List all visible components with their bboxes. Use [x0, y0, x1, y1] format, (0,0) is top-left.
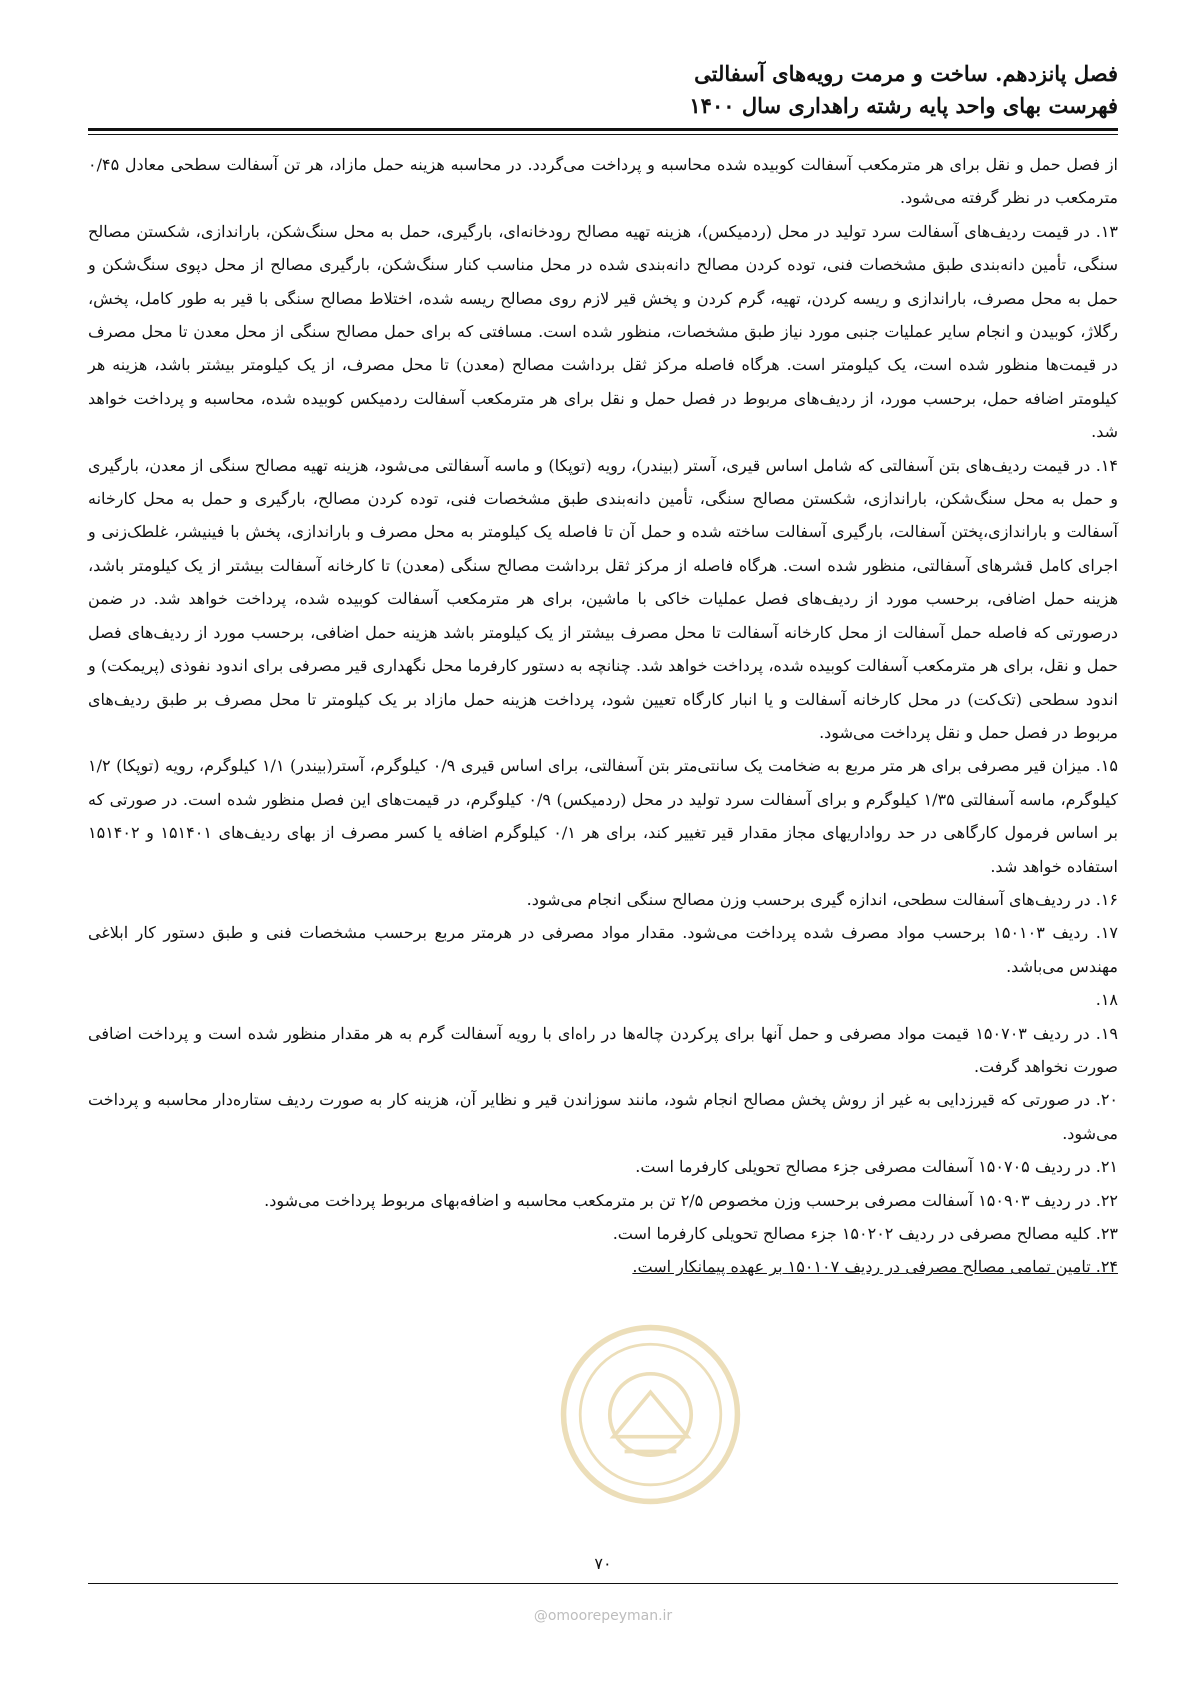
paragraph-20: ۲۰. در صورتی که قیرزدایی به غیر از روش پخش مصالح انجام شود، مانند سوزاندن قیر و نظایر آن، هزینه کار به صورت ردیف ستاره‌دار محاسبه و پرداخت می‌شود.: [88, 1090, 1118, 1143]
watermark-seal-icon: [558, 1322, 743, 1507]
paragraph-23: ۲۳. کلیه مصالح مصرفی در ردیف ۱۵۰۲۰۲ جزء مصالح تحویلی کارفرما است.: [612, 1224, 1118, 1243]
document-body: [88, 148, 1118, 1284]
paragraph-13: ۱۳. در قیمت ردیف‌های آسفالت سرد تولید در محل (ردمیکس)، هزینه تهیه مصالح رودخانه‌ای، بارگیری، حمل به محل سنگ‌شکن، باراندازی، شکستن مصالح سنگی، تأمین دانه‌بندی طبق مشخصات فنی، توده کردن مصالح دانه‌بندی شده در محل مناسب کنار سنگ‌شکن، بارگیری مصالح از محل دپوی سنگ‌شکن و حمل به محل مصرف، باراندازی و ریسه کردن، تهیه، گرم کردن و پخش قیر لازم روی مصالح ریسه شده، اختلاط مصالح سنگی با قیر به طور کامل، پخش، رگلاژ، کوبیدن و انجام سایر عملیات جنبی مورد نیاز طبق مشخصات، منظور شده است. مسافتی که برای حمل مصالح سنگی از محل معدن تا محل مصرف در قیمت‌ها منظور شده است، یک کیلومتر است. هرگاه فاصله مرکز ثقل برداشت مصالح (معدن) تا محل مصرف، از یک کیلومتر بیشتر باشد، هزینه هر کیلومتر اضافه حمل، برحسب مورد، از ردیف‌های مربوط در فصل حمل و نقل برای هر مترمکعب آسفالت ردمیکس کوبیده شده، محاسبه و پرداخت خواهد شد.: [88, 221, 1119, 442]
chapter-title: فصل پانزدهم. ساخت و مرمت رویه‌های آسفالتی: [694, 61, 1118, 86]
page-number: ۷۰: [594, 1554, 612, 1573]
paragraph-17: ۱۷. ردیف ۱۵۰۱۰۳ برحسب مواد مصرف شده پرداخت می‌شود. مقدار مواد مصرفی در هرمتر مربع برحسب مشخصات فنی و طبق دستور کار ابلاغی مهندس می‌باشد.: [88, 923, 1119, 976]
paragraph-24: ۲۴. تامین تمامی مصالح مصرفی در ردیف ۱۵۰۱۰۷ بر عهده پیمانکار است.: [632, 1257, 1118, 1277]
header-rule-thick: [88, 128, 1118, 131]
footer-website: @omoorepeyman.ir: [533, 1608, 673, 1624]
paragraph-14: ۱۴. در قیمت ردیف‌های بتن آسفالتی که شامل اساس قیری، آستر (بیندر)، رویه (توپکا) و ماسه آسفالتی می‌شود، هزینه تهیه مصالح سنگی از معدن، بارگیری و حمل به محل سنگ‌شکن، باراندازی، شکستن مصالح سنگی، تأمین دانه‌بندی طبق مشخصات فنی، توده کردن مصالح، بارگیری و حمل به محل کارخانه آسفالت و باراندازی،پختن آسفالت، بارگیری آسفالت ساخته شده و حمل آن تا فاصله یک کیلومتر به محل مصرف و باراندازی، پخش با فینیشر، غلطک‌زنی و اجرای کامل قشرهای آسفالتی، منظور شده است. هرگاه فاصله از مرکز ثقل برداشت مصالح سنگی (معدن) تا کارخانه آسفالت بیشتر از یک کیلومتر باشد، هزینه حمل اضافی، برحسب مورد از ردیف‌های فصل عملیات خاکی با ماشین، برای هر مترمکعب آسفالت کوبیده شده، پرداخت خواهد شد. در ضمن درصورتی که فاصله حمل آسفالت از محل کارخانه آسفالت تا محل مصرف بیشتر از یک کیلومتر باشد هزینه حمل اضافی، برحسب مورد از ردیف‌های فصل حمل و نقل، برای هر مترمکعب آسفالت کوبیده شده، پرداخت خواهد شد. چنانچه به دستور کارفرما محل نگهداری قیر مصرفی برای اندود نفوذی (پریمکت) و اندود سطحی (تک‌کت) در محل کارخانه آسفالت و یا انبار کارگاه تعیین شود، پرداخت هزینه حمل مازاد بر یک کیلومتر تا محل مصرف بر طبق ردیف‌های مربوط در فصل حمل و نقل پرداخت می‌شود.: [88, 455, 1119, 742]
page-header: [88, 58, 1118, 122]
paragraph-continuation: از فصل حمل و نقل برای هر مترمکعب آسفالت کوبیده شده محاسبه و پرداخت می‌گردد. در محاسبه هزینه حمل مازاد، هر تن آسفالت سطحی معادل ۰/۴۵ مترمکعب در نظر گرفته می‌شود.: [88, 155, 1118, 208]
paragraph-18: ۱۸.: [1095, 990, 1118, 1010]
paragraph-21: ۲۱. در ردیف ۱۵۰۷۰۵ آسفالت مصرفی جزء مصالح تحویلی کارفرما است.: [635, 1157, 1118, 1177]
footer-rule: [88, 1583, 1118, 1584]
header-rule-thin: [88, 134, 1118, 135]
paragraph-22: ۲۲. در ردیف ۱۵۰۹۰۳ آسفالت مصرفی برحسب وزن مخصوص ۲/۵ تن بر مترمکعب محاسبه و اضافه‌بهای مربوط پرداخت می‌شود.: [264, 1190, 1118, 1210]
paragraph-16: ۱۶. در ردیف‌های آسفالت سطحی، اندازه گیری برحسب وزن مصالح سنگی انجام می‌شود.: [526, 889, 1118, 909]
list-title: فهرست بهای واحد پایه رشته راهداری سال ۱۴۰۰: [689, 93, 1118, 118]
paragraph-19: ۱۹. در ردیف ۱۵۰۷۰۳ قیمت مواد مصرفی و حمل آنها برای پرکردن چاله‌ها در راه‌ای با رویه آسفالت گرم به هر مقدار منظور شده است و پرداخت اضافی صورت نخواهد گرفت.: [88, 1023, 1118, 1076]
document-page: [88, 0, 1118, 1685]
paragraph-15: ۱۵. میزان قیر مصرفی برای هر متر مربع به ضخامت یک سانتی‌متر بتن آسفالتی، برای اساس قیری ۰/۹ کیلوگرم، آستر(بیندر) ۱/۱ کیلوگرم، رویه (توپکا) ۱/۲ کیلوگرم، ماسه آسفالتی ۱/۳۵ کیلوگرم و برای آسفالت سرد تولید در محل (ردمیکس) ۰/۹ کیلوگرم، در قیمت‌های این فصل منظور شده است. در صورتی که بر اساس فرمول کارگاهی در حد رواداریهای مجاز مقدار قیر تغییر کند، برای هر ۰/۱ کیلوگرم اضافه یا کسر مصرف از بهای ردیف‌های ۱۵۱۴۰۱ و ۱۵۱۴۰۲ استفاده خواهد شد.: [88, 756, 1119, 876]
